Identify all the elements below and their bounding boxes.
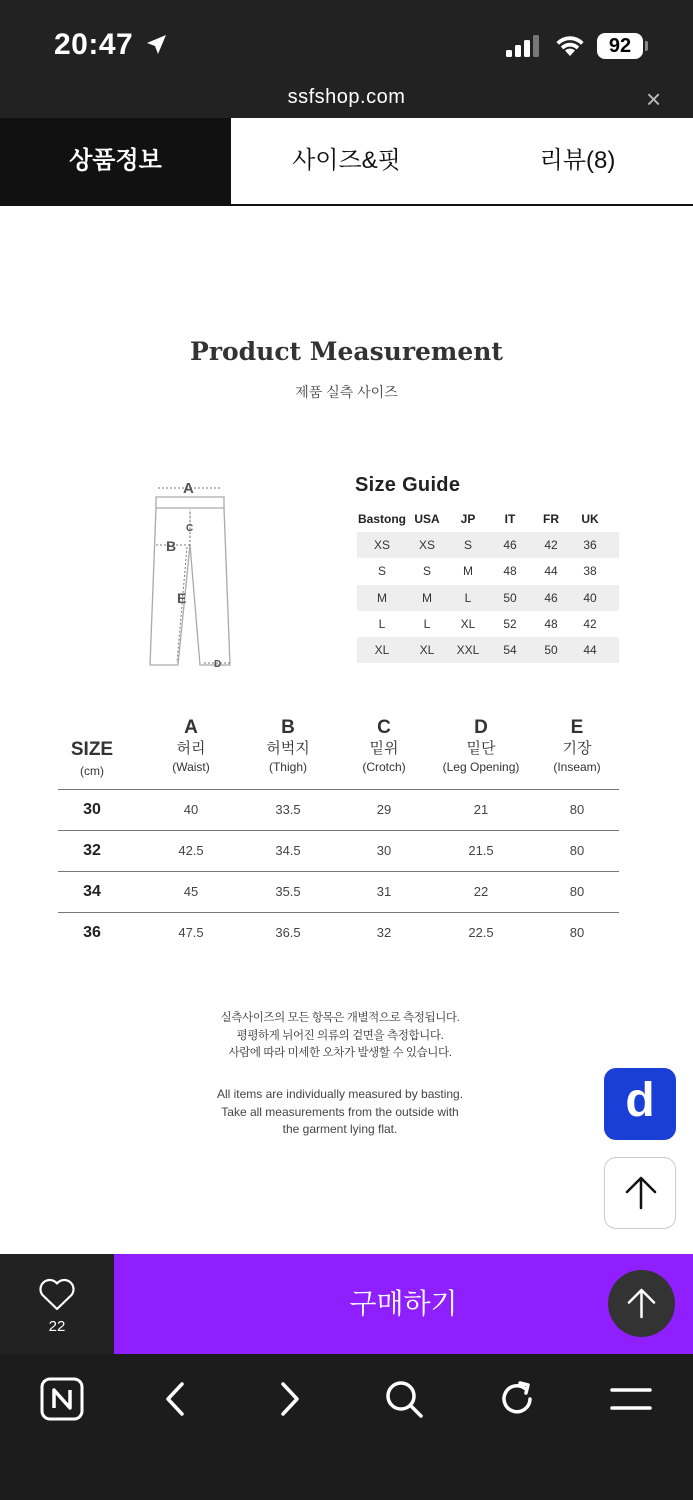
menu-icon[interactable]: [606, 1374, 656, 1424]
figure-label-d: D: [214, 659, 222, 670]
note-line: 실측사이즈의 모든 항목은 개별적으로 측정됩니다.: [220, 1012, 460, 1024]
guide-cell: 46: [503, 538, 517, 553]
search-icon[interactable]: [379, 1374, 429, 1424]
size-cell: 80: [569, 802, 585, 817]
size-cell: 47.5: [178, 925, 204, 940]
guide-cell: 50: [544, 643, 558, 658]
size-cell: 29: [376, 802, 392, 817]
arrow-up-icon: [605, 1158, 677, 1230]
col-letter: B: [281, 717, 295, 738]
measurement-title: Product Measurement: [190, 337, 503, 366]
figure-label-b: B: [166, 538, 177, 554]
product-tabs: [0, 118, 693, 206]
size-cell: 80: [569, 843, 585, 858]
col-kr: 허리: [176, 740, 206, 757]
wifi-icon: [555, 34, 585, 58]
back-icon[interactable]: [150, 1374, 200, 1424]
table-row: [58, 831, 619, 872]
size-header-col-c: [337, 716, 431, 776]
heart-icon: [38, 1278, 76, 1312]
guide-cell: M: [422, 590, 432, 605]
size-cell: 45: [183, 884, 199, 899]
size-cell: 32: [376, 925, 392, 940]
guide-cell: S: [422, 564, 431, 579]
size-cell: 32: [83, 842, 101, 859]
col-letter: A: [184, 717, 198, 738]
size-measurement-table: [58, 716, 619, 954]
guide-cell: 36: [583, 538, 597, 553]
browser-toolbar: [0, 1354, 693, 1500]
guide-cell: L: [423, 616, 431, 631]
col-kr: 밑단: [466, 740, 496, 757]
figure-label-c: C: [186, 523, 194, 534]
tab-product-info[interactable]: 상품정보: [0, 118, 231, 204]
size-table-header: [58, 716, 619, 790]
size-cell: 80: [569, 884, 585, 899]
guide-cell: 38: [583, 564, 597, 579]
guide-header-cell: USA: [414, 512, 440, 527]
url-bar[interactable]: [0, 80, 693, 118]
battery-tip: [645, 41, 648, 51]
size-cell: 31: [376, 884, 392, 899]
size-cell: 22.5: [468, 925, 494, 940]
like-button[interactable]: [0, 1254, 114, 1354]
bottom-action-bar: [0, 1254, 693, 1354]
col-kr: 허벅지: [266, 740, 310, 757]
note-line: All items are individually measured by basting.: [216, 1087, 464, 1101]
guide-cell: 50: [503, 590, 517, 605]
tab-reviews[interactable]: 리뷰(8): [539, 147, 616, 174]
guide-cell: 44: [583, 643, 597, 658]
note-line: 사람에 따라 미세한 오차가 발생할 수 있습니다.: [228, 1047, 452, 1059]
guide-cell: 42: [583, 616, 597, 631]
size-unit: (cm): [80, 764, 104, 778]
guide-header-cell: JP: [460, 512, 476, 527]
size-header-col-b: [241, 716, 335, 776]
size-guide-title: Size Guide: [355, 474, 461, 496]
guide-cell: XS: [373, 538, 390, 553]
arrow-up-icon: [608, 1270, 675, 1337]
measurement-subtitle: 제품 실측 사이즈: [295, 384, 398, 400]
size-cell: 30: [83, 801, 101, 818]
note-line: 평평하게 뉘어진 의류의 겉면을 측정합니다.: [236, 1029, 444, 1042]
close-icon[interactable]: ×: [646, 84, 662, 114]
size-cell: 36: [83, 924, 101, 941]
size-cell: 21: [473, 802, 489, 817]
figure-label-a: A: [183, 480, 194, 497]
size-guide-row: [357, 585, 619, 611]
d-app-button[interactable]: d: [604, 1068, 676, 1140]
measurement-note-english: [0, 1086, 680, 1139]
col-letter: E: [570, 717, 584, 738]
size-cell: 33.5: [275, 802, 301, 817]
forward-icon[interactable]: [265, 1374, 315, 1424]
col-letter: D: [474, 717, 488, 738]
size-header-col-e: [530, 716, 624, 776]
col-en: (Crotch): [362, 760, 406, 774]
size-cell: 34.5: [275, 843, 301, 858]
scroll-top-circle-button[interactable]: [608, 1270, 675, 1337]
col-en: (Leg Opening): [442, 760, 520, 774]
guide-cell: S: [463, 538, 472, 553]
guide-cell: 44: [544, 564, 558, 579]
col-kr: 기장: [562, 740, 592, 757]
table-row: [58, 872, 619, 913]
guide-cell: M: [463, 564, 473, 579]
guide-cell: XS: [418, 538, 435, 553]
location-arrow-icon: [144, 33, 168, 57]
guide-cell: 54: [503, 643, 517, 658]
guide-header-cell: FR: [543, 512, 559, 527]
naver-icon[interactable]: [37, 1374, 87, 1424]
size-header-col-a: [144, 716, 238, 776]
scroll-top-button[interactable]: [604, 1157, 676, 1229]
size-cell: 34: [83, 883, 101, 900]
size-cell: 21.5: [468, 843, 494, 858]
guide-cell: M: [377, 590, 387, 605]
tab-size-fit[interactable]: 사이즈&핏: [292, 147, 401, 174]
guide-cell: 48: [544, 616, 558, 631]
guide-header-cell: Bastong: [358, 512, 406, 527]
size-cell: 22: [473, 884, 489, 899]
pants-diagram-icon: [140, 475, 250, 675]
buy-button[interactable]: 구매하기: [114, 1254, 693, 1354]
col-en: (Waist): [172, 760, 210, 774]
size-guide-row: [357, 532, 619, 558]
col-letter: C: [377, 717, 391, 738]
col-en: (Inseam): [553, 760, 601, 774]
size-guide-row: [357, 611, 619, 637]
guide-cell: 40: [583, 590, 597, 605]
guide-cell: 52: [503, 616, 517, 631]
reload-icon[interactable]: [492, 1374, 542, 1424]
guide-cell: 42: [544, 538, 558, 553]
size-cell: 80: [569, 925, 585, 940]
guide-cell: XL: [419, 643, 435, 658]
guide-cell: XXL: [456, 643, 480, 658]
figure-label-e: E: [177, 590, 187, 606]
size-cell: 40: [183, 802, 199, 817]
col-en: (Thigh): [268, 760, 307, 774]
status-bar: [0, 0, 693, 80]
size-header-col: [58, 716, 126, 780]
measurement-note-korean: [0, 1010, 680, 1063]
guide-cell: 48: [503, 564, 517, 579]
note-line: Take all measurements from the outside with: [221, 1104, 459, 1119]
size-label: SIZE: [70, 739, 114, 760]
guide-cell: L: [464, 590, 472, 605]
guide-cell: L: [378, 616, 386, 631]
guide-cell: XL: [460, 616, 476, 631]
status-time: 20:47: [54, 28, 134, 61]
note-line: the garment lying flat.: [282, 1122, 398, 1136]
size-guide-row: [357, 637, 619, 663]
size-cell: 36.5: [275, 925, 301, 940]
size-guide-row: [357, 558, 619, 584]
size-guide-header: [357, 506, 619, 532]
col-kr: 밑위: [369, 740, 399, 757]
battery-indicator: 92: [597, 33, 643, 59]
guide-cell: XL: [374, 643, 390, 658]
guide-cell: 46: [544, 590, 558, 605]
cellular-signal-icon: [506, 34, 542, 58]
url-text[interactable]: ssfshop.com: [287, 86, 406, 108]
guide-header-cell: UK: [581, 512, 599, 527]
guide-header-cell: IT: [504, 512, 516, 527]
like-count: 22: [48, 1318, 66, 1335]
table-row: [58, 790, 619, 831]
size-guide-table: [357, 506, 619, 663]
table-row: [58, 913, 619, 954]
size-cell: 35.5: [275, 884, 301, 899]
size-cell: 30: [376, 843, 392, 858]
size-header-col-d: [428, 716, 534, 776]
guide-cell: S: [377, 564, 386, 579]
size-cell: 42.5: [178, 843, 204, 858]
